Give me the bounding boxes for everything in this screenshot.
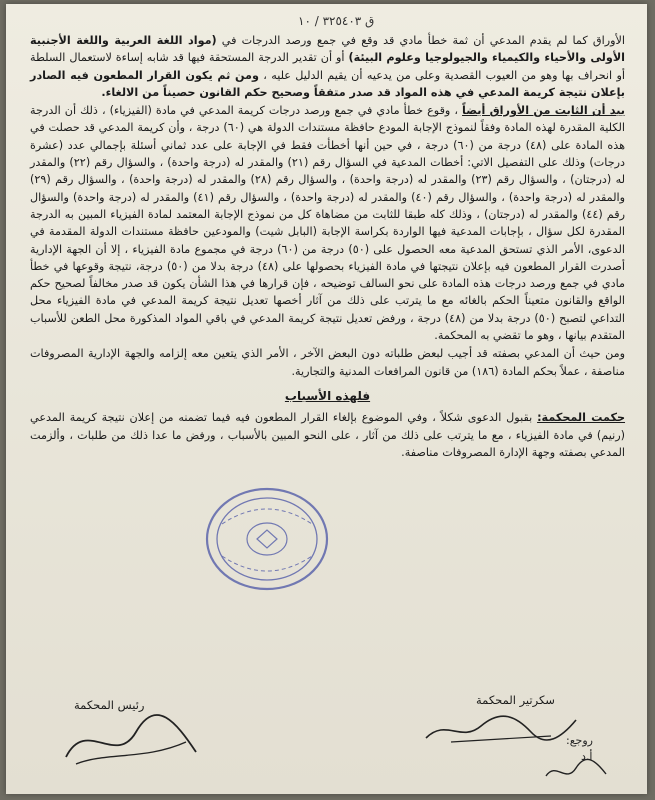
court-seal-stamp bbox=[202, 484, 332, 594]
secretary-handwritten-signature bbox=[421, 708, 581, 748]
document-page bbox=[6, 4, 647, 794]
text-segment: أو أن تقدير الدرجة المستحقة فيها قد شابه إساءة لاستعمال السلطة أو انحراف بها وهو من العيوب القصدية وعلى من يدعيه أن يقيم الدليل عليه ، bbox=[30, 51, 625, 82]
president-signature-label: رئيس المحكمة bbox=[74, 698, 145, 712]
text-segment: ومن حيث أن المدعي بصفته قد أجيب لبعض طلباته دون البعض الآخر ، الأمر الذي يتعين معه إلزامه والجهة الإدارية المصروفات مناصفة ، عملاً بحكم المادة (١٨٦) من قانون المرافعات المدنية والتجارية. bbox=[30, 347, 625, 378]
case-number: ق ٣٢٥٤٠٣ / ١٠ bbox=[298, 14, 375, 28]
reasons-heading: فلهذه الأسباب bbox=[284, 388, 371, 403]
verdict-label: حكمت المحكمة: bbox=[537, 411, 626, 425]
verdict-paragraph bbox=[30, 409, 625, 461]
reviewer-handwritten-mark bbox=[541, 756, 611, 786]
judgment-body bbox=[30, 32, 625, 462]
paragraph-2 bbox=[30, 102, 625, 344]
text-segment: الأوراق كما لم يقدم المدعي أن ثمة خطأ مادي قد وقع في جمع ورصد الدرجات في bbox=[216, 34, 625, 47]
secretary-signature-label: سكرتير المحكمة bbox=[476, 693, 555, 707]
president-handwritten-signature bbox=[56, 712, 206, 772]
reviewer-initial: أ.د bbox=[581, 750, 593, 763]
paragraph-1 bbox=[30, 32, 625, 101]
verdict-text: بقبول الدعوى شكلاً ، وفي الموضوع بإلغاء القرار المطعون فيه فيما تضمنه من إعلان نتيجة كريمة المدعي (رنيم) في مادة الفيزياء ، مع ما يترتب على ذلك من آثار ، على النحو المبين بالأسباب ، ورفض ما عدا ذلك من طلبات ، وألزمت المدعي بصفته وجهة الإدارة المصروفات مناصفة. bbox=[30, 411, 625, 459]
paragraph-3 bbox=[30, 345, 625, 380]
text-segment-subjects: (مواد اللغة العربية واللغة الأجنبية الأولى والأحياء والكيمياء والجيولوجيا وعلوم البيئة) bbox=[30, 34, 625, 65]
checked-label: روجع: bbox=[566, 734, 593, 747]
text-segment: ، وقوع خطأ مادي في جمع ورصد درجات كريمة المدعي في مادة (الفيزياء) ، ذلك أن الدرجة الكلية المقدرة لهذه المادة وفقاً لنموذج الإجابة المودع حافظة مستندات الدولة هي (٦٠) درجة ، وأن كريمة المدعي قد حصلت في هذه المادة على (٤٨) درجة من (٦٠) درجة ، في حين أنها أخطأت فقط في الإجابة على عدد ثماني أسئلة بإجمالي عدد (عشرة درجات) وذلك على التفصيل الاتي: أخطات المدعية في السؤال رقم (٢١) والمقدر له (درجة واحدة) ، والسؤال رقم (٢٢) والمقدر له (درجتان) ، والسؤال رقم (٢٣) والمقدر له (درجة واحدة) ، والسؤال رقم (٢٨) والمقدر له (درجة واحدة) ، والسؤال رقم (٢٩) والمقدر له (درجة واحدة) ، والسؤال رقم (٤٠) والمقدر له (درجة واحدة) ، والسؤال رقم (٤١) والمقدر له (درجة واحدة) والسؤال رقم (٤٤) والمقدر له (درجتان) ، وذلك كله طبقا للثابت من مضاهاة كل من نموذج الإجابة المعتمد لمادة الفيزياء المبين به الدرجة المقدرة لكل سؤال ، بإجابات المدعية فيها الواردة بكراسة الإجابة (البابل شيت) والمودعين حافظة مستندات الدولة المقدمة في الدعوى، الأمر الذي تستحق المدعية معه الحصول على (٥٠) درجة من (٦٠) درجة في مجموع مادة الفيزياء ، إلا أن الجهة الإدارية أصدرت القرار المطعون فيه بإعلان نتيجتها في مادة الفيزياء بحصولها على (٤٨) درجة بدلا من (٥٠) درجة، نتيجة وقوعها في خطأ مادي في جمع ورصد درجات هذه المادة على نحو السالف توضيحه ، فإن قرارها في هذا الشأن يكون قد صدر مخالفاً لصحيح حكم الواقع والقانون متعيناً الحكم بالغائه مع ما يترتب على ذلك من آثار أخصها تعديل نتيجة كريمة المدعي في مادة الفيزياء محل التداعي لتصبح (٥٠) درجة بدلا من (٤٨) درجة ، ورفض تعديل نتيجة كريمة المدعي في باقي المواد المذكورة محل الطعن للأسباب المتقدم بيانها ، وهو ما تقضي به المحكمة. bbox=[30, 104, 625, 343]
text-segment-conclusion: ومن ثم يكون القرار المطعون فيه الصادر بإعلان نتيجة كريمة المدعي في هذه المواد قد صدر متفقاً وصحيح حكم القانون حصيناً من الالغاء. bbox=[30, 68, 625, 99]
text-segment-however: بيد أن الثابت من الأوراق أيضاً bbox=[462, 104, 626, 118]
